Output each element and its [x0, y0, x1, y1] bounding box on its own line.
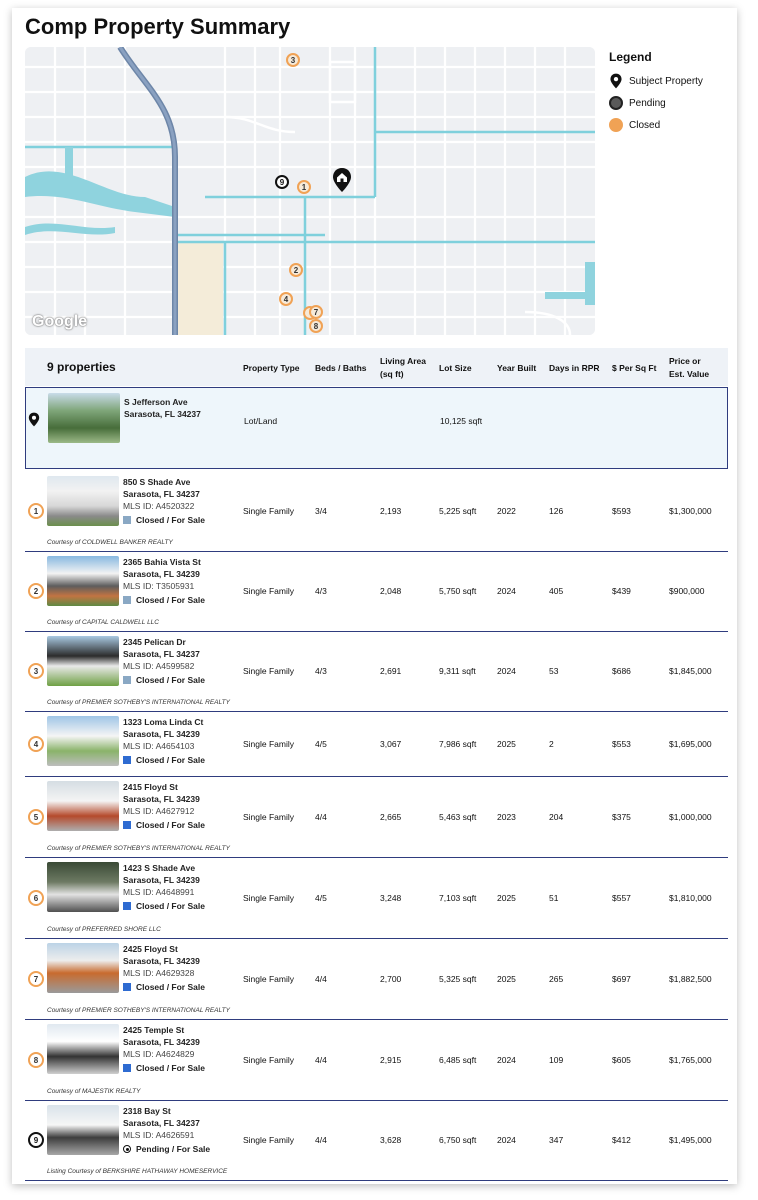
comp-living-area: 2,048	[380, 586, 402, 596]
comp-beds-baths: 4/4	[315, 974, 327, 984]
comp-street[interactable]: 2415 Floyd St	[123, 782, 178, 792]
comp-mls-id: MLS ID: T3505931	[123, 581, 195, 591]
comp-courtesy: Courtesy of PREFERRED SHORE LLC	[47, 926, 161, 933]
comp-street[interactable]: 2365 Bahia Vista St	[123, 557, 201, 567]
comp-courtesy: Courtesy of PREMIER SOTHEBY'S INTERNATIONAL REALTY	[47, 845, 230, 852]
comp-photo[interactable]	[47, 556, 119, 606]
comp-city: Sarasota, FL 34239	[123, 794, 200, 804]
comp-row-1[interactable]	[25, 471, 728, 552]
comp-price-per-sqft: $439	[612, 586, 631, 596]
comp-status-label: Closed / For Sale	[136, 901, 205, 911]
comp-courtesy: Courtesy of PREMIER SOTHEBY'S INTERNATIONAL REALTY	[47, 1007, 230, 1014]
comp-beds-baths: 4/3	[315, 586, 327, 596]
comp-days-in-rpr: 347	[549, 1135, 564, 1145]
map-marker-7[interactable]: 7	[309, 305, 323, 319]
comp-price: $1,765,000	[669, 1055, 712, 1065]
comp-lot-size: 5,463 sqft	[439, 812, 477, 822]
comp-type: Single Family	[243, 1055, 295, 1065]
comp-lot-size: 5,225 sqft	[439, 506, 477, 516]
col-year-built: Year Built	[497, 363, 537, 373]
report-page	[12, 8, 737, 1184]
comp-lot-size: 6,750 sqft	[439, 1135, 477, 1145]
map-marker-8[interactable]: 8	[309, 319, 323, 333]
comp-year-built: 2024	[497, 586, 516, 596]
subject-map-pin-icon[interactable]	[332, 167, 352, 193]
comp-living-area: 2,665	[380, 812, 402, 822]
comp-price-per-sqft: $593	[612, 506, 631, 516]
comp-year-built: 2024	[497, 1055, 516, 1065]
comp-street[interactable]: 2425 Floyd St	[123, 944, 178, 954]
comp-street[interactable]: 2318 Bay St	[123, 1106, 171, 1116]
comp-price-per-sqft: $686	[612, 666, 631, 676]
closed-status-icon	[123, 1064, 131, 1072]
comp-city: Sarasota, FL 34239	[123, 569, 200, 579]
comp-year-built: 2025	[497, 974, 516, 984]
comp-status-label: Closed / For Sale	[136, 755, 205, 765]
legend-pending-label: Pending	[629, 97, 666, 109]
comp-number-badge: 6	[28, 890, 44, 906]
comp-price-per-sqft: $412	[612, 1135, 631, 1145]
map-marker-2[interactable]: 2	[289, 263, 303, 277]
comp-status	[123, 981, 205, 993]
comp-number-badge: 7	[28, 971, 44, 987]
comp-price-per-sqft: $605	[612, 1055, 631, 1065]
comp-address	[123, 636, 205, 686]
comp-photo[interactable]	[47, 943, 119, 993]
comp-city: Sarasota, FL 34239	[123, 729, 200, 739]
subject-lot: 10,125 sqft	[440, 416, 483, 426]
comp-year-built: 2025	[497, 739, 516, 749]
col-property-type: Property Type	[243, 363, 300, 373]
comp-price: $1,695,000	[669, 739, 712, 749]
comp-beds-baths: 4/3	[315, 666, 327, 676]
comp-price: $1,810,000	[669, 893, 712, 903]
closed-status-icon	[123, 676, 131, 684]
comp-mls-id: MLS ID: A4520322	[123, 501, 195, 511]
comp-days-in-rpr: 126	[549, 506, 564, 516]
col-price: Price or	[669, 356, 701, 366]
map-marker-4[interactable]: 4	[279, 292, 293, 306]
comp-courtesy: Courtesy of PREMIER SOTHEBY'S INTERNATIONAL REALTY	[47, 699, 230, 706]
comp-status-label: Pending / For Sale	[136, 1144, 211, 1154]
comp-address	[123, 1024, 205, 1074]
comp-living-area: 2,700	[380, 974, 402, 984]
comp-status	[123, 819, 205, 831]
comp-year-built: 2025	[497, 893, 516, 903]
comp-row-9[interactable]	[25, 1100, 728, 1181]
comp-mls-id: MLS ID: A4627912	[123, 806, 195, 816]
comp-type: Single Family	[243, 974, 295, 984]
comp-living-area: 2,691	[380, 666, 402, 676]
comp-lot-size: 7,103 sqft	[439, 893, 477, 903]
comp-status-label: Closed / For Sale	[136, 675, 205, 685]
comp-type: Single Family	[243, 739, 295, 749]
property-count: 9 properties	[47, 360, 116, 374]
comp-status	[123, 754, 205, 766]
comp-living-area: 3,248	[380, 893, 402, 903]
comp-type: Single Family	[243, 1135, 295, 1145]
pending-swatch-icon	[609, 96, 623, 110]
comp-address	[123, 943, 205, 993]
legend-subject	[609, 74, 734, 88]
comp-beds-baths: 3/4	[315, 506, 327, 516]
map-legend	[609, 50, 734, 140]
comp-status	[123, 900, 205, 912]
comp-status-label: Closed / For Sale	[136, 595, 205, 605]
comp-days-in-rpr: 265	[549, 974, 564, 984]
comp-status-label: Closed / For Sale	[136, 1063, 205, 1073]
comp-courtesy: Listing Courtesy of BERKSHIRE HATHAWAY HOMESERVICE	[47, 1168, 228, 1175]
col-lot-size: Lot Size	[439, 363, 472, 373]
closed-status-icon	[123, 756, 131, 764]
comp-type: Single Family	[243, 812, 295, 822]
comp-photo[interactable]	[47, 781, 119, 831]
legend-subject-label: Subject Property	[629, 75, 703, 87]
comp-courtesy: Courtesy of COLDWELL BANKER REALTY	[47, 539, 173, 546]
col-beds-baths: Beds / Baths	[315, 363, 367, 373]
comp-status	[123, 1143, 210, 1155]
comp-price-per-sqft: $557	[612, 893, 631, 903]
comp-living-area: 2,915	[380, 1055, 402, 1065]
comp-city: Sarasota, FL 34237	[123, 489, 200, 499]
comp-row-5[interactable]	[25, 776, 728, 858]
comp-row-7[interactable]	[25, 938, 728, 1020]
legend-pending	[609, 96, 734, 110]
comp-mls-id: MLS ID: A4599582	[123, 661, 195, 671]
comp-number-badge: 2	[28, 583, 44, 599]
subject-row[interactable]	[25, 387, 728, 469]
col-living-area: Living Area	[380, 356, 426, 366]
closed-status-icon	[123, 821, 131, 829]
comp-lot-size: 6,485 sqft	[439, 1055, 477, 1065]
col-days-in-rpr: Days in RPR	[549, 363, 600, 373]
comp-status-label: Closed / For Sale	[136, 982, 205, 992]
comp-row-2[interactable]	[25, 551, 728, 632]
comp-address	[123, 556, 205, 606]
comp-number-badge: 8	[28, 1052, 44, 1068]
comp-living-area: 2,193	[380, 506, 402, 516]
subject-photo[interactable]	[48, 393, 120, 443]
comp-price: $1,000,000	[669, 812, 712, 822]
comp-row-3[interactable]	[25, 631, 728, 712]
comp-mls-id: MLS ID: A4626591	[123, 1130, 195, 1140]
comp-photo[interactable]	[47, 862, 119, 912]
comp-type: Single Family	[243, 666, 295, 676]
comp-address	[123, 781, 205, 831]
comp-address	[123, 476, 205, 526]
comp-price: $1,300,000	[669, 506, 712, 516]
comp-type: Single Family	[243, 893, 295, 903]
comp-photo[interactable]	[47, 636, 119, 686]
comp-street[interactable]: 2425 Temple St	[123, 1025, 185, 1035]
subject-pin-icon	[609, 73, 623, 89]
comp-courtesy: Courtesy of CAPITAL CALDWELL LLC	[47, 619, 159, 626]
comp-row-8[interactable]	[25, 1019, 728, 1101]
comp-status	[123, 594, 205, 606]
comp-city: Sarasota, FL 34239	[123, 875, 200, 885]
map-marker-9[interactable]: 9	[275, 175, 289, 189]
comp-city: Sarasota, FL 34239	[123, 956, 200, 966]
subject-type: Lot/Land	[244, 416, 278, 426]
comp-lot-size: 5,325 sqft	[439, 974, 477, 984]
comp-city: Sarasota, FL 34237	[123, 649, 200, 659]
comp-number-badge: 4	[28, 736, 44, 752]
comp-mls-id: MLS ID: A4624829	[123, 1049, 195, 1059]
col-living-area-unit: (sq ft)	[380, 369, 404, 379]
map-marker-3[interactable]: 3	[286, 53, 300, 67]
comp-mls-id: MLS ID: A4648991	[123, 887, 195, 897]
comp-days-in-rpr: 53	[549, 666, 559, 676]
comp-lot-size: 5,750 sqft	[439, 586, 477, 596]
comp-photo[interactable]	[47, 1105, 119, 1155]
map-marker-1[interactable]: 1	[297, 180, 311, 194]
comp-lot-size: 7,986 sqft	[439, 739, 477, 749]
comp-address	[123, 862, 205, 912]
comp-beds-baths: 4/4	[315, 1135, 327, 1145]
comp-photo[interactable]	[47, 716, 119, 766]
comp-city: Sarasota, FL 34239	[123, 1037, 200, 1047]
comp-number-badge: 3	[28, 663, 44, 679]
comp-days-in-rpr: 109	[549, 1055, 564, 1065]
comp-address	[123, 1105, 210, 1155]
comp-status	[123, 1062, 205, 1074]
comp-street[interactable]: 850 S Shade Ave	[123, 477, 191, 487]
comp-number-badge: 9	[28, 1132, 44, 1148]
col-price-sub: Est. Value	[669, 369, 710, 379]
comp-photo[interactable]	[47, 1024, 119, 1074]
comp-status	[123, 514, 205, 526]
comp-number-badge: 1	[28, 503, 44, 519]
comp-street[interactable]: 1423 S Shade Ave	[123, 863, 196, 873]
table-header	[25, 348, 728, 386]
legend-closed	[609, 118, 734, 132]
comp-year-built: 2024	[497, 1135, 516, 1145]
comp-address	[123, 716, 205, 766]
comp-living-area: 3,628	[380, 1135, 402, 1145]
comp-city: Sarasota, FL 34237	[123, 1118, 200, 1128]
comp-beds-baths: 4/5	[315, 739, 327, 749]
comps-map[interactable]	[25, 47, 595, 335]
comp-status-label: Closed / For Sale	[136, 515, 205, 525]
comp-status	[123, 674, 205, 686]
comp-days-in-rpr: 51	[549, 893, 559, 903]
subject-street: S Jefferson Ave	[124, 397, 188, 407]
google-logo: Google	[32, 313, 88, 330]
comp-courtesy: Courtesy of MAJESTIK REALTY	[47, 1088, 141, 1095]
comp-photo[interactable]	[47, 476, 119, 526]
pending-status-icon	[123, 1145, 131, 1153]
comp-status-label: Closed / For Sale	[136, 820, 205, 830]
closed-status-icon	[123, 596, 131, 604]
comp-lot-size: 9,311 sqft	[439, 666, 476, 676]
comp-price-per-sqft: $697	[612, 974, 631, 984]
comp-beds-baths: 4/4	[315, 812, 327, 822]
comp-price: $1,882,500	[669, 974, 712, 984]
comp-mls-id: MLS ID: A4629328	[123, 968, 195, 978]
comp-price: $1,495,000	[669, 1135, 712, 1145]
comp-price-per-sqft: $553	[612, 739, 631, 749]
col-price-per-sqft: $ Per Sq Ft	[612, 363, 657, 373]
comp-street[interactable]: 1323 Loma Linda Ct	[123, 717, 204, 727]
closed-swatch-icon	[609, 118, 623, 132]
page-title: Comp Property Summary	[25, 14, 291, 39]
closed-status-icon	[123, 983, 131, 991]
comp-beds-baths: 4/5	[315, 893, 327, 903]
comp-days-in-rpr: 405	[549, 586, 564, 596]
comp-days-in-rpr: 2	[549, 739, 554, 749]
map-streets	[25, 47, 595, 335]
comp-year-built: 2023	[497, 812, 516, 822]
comp-living-area: 3,067	[380, 739, 402, 749]
comp-row-6[interactable]	[25, 857, 728, 939]
comp-street[interactable]: 2345 Pelican Dr	[123, 637, 186, 647]
comp-year-built: 2022	[497, 506, 516, 516]
comp-price: $900,000	[669, 586, 705, 596]
subject-city: Sarasota, FL 34237	[124, 409, 201, 419]
legend-title: Legend	[609, 50, 652, 64]
comp-price-per-sqft: $375	[612, 812, 631, 822]
subject-address	[124, 396, 201, 420]
comp-days-in-rpr: 204	[549, 812, 564, 822]
comp-type: Single Family	[243, 506, 295, 516]
comp-beds-baths: 4/4	[315, 1055, 327, 1065]
legend-closed-label: Closed	[629, 119, 661, 131]
comp-mls-id: MLS ID: A4654103	[123, 741, 195, 751]
comp-price: $1,845,000	[669, 666, 712, 676]
comp-type: Single Family	[243, 586, 295, 596]
comp-year-built: 2024	[497, 666, 516, 676]
closed-status-icon	[123, 516, 131, 524]
closed-status-icon	[123, 902, 131, 910]
comp-number-badge: 5	[28, 809, 44, 825]
subject-pin-icon	[28, 412, 40, 427]
comp-row-4[interactable]	[25, 711, 728, 777]
